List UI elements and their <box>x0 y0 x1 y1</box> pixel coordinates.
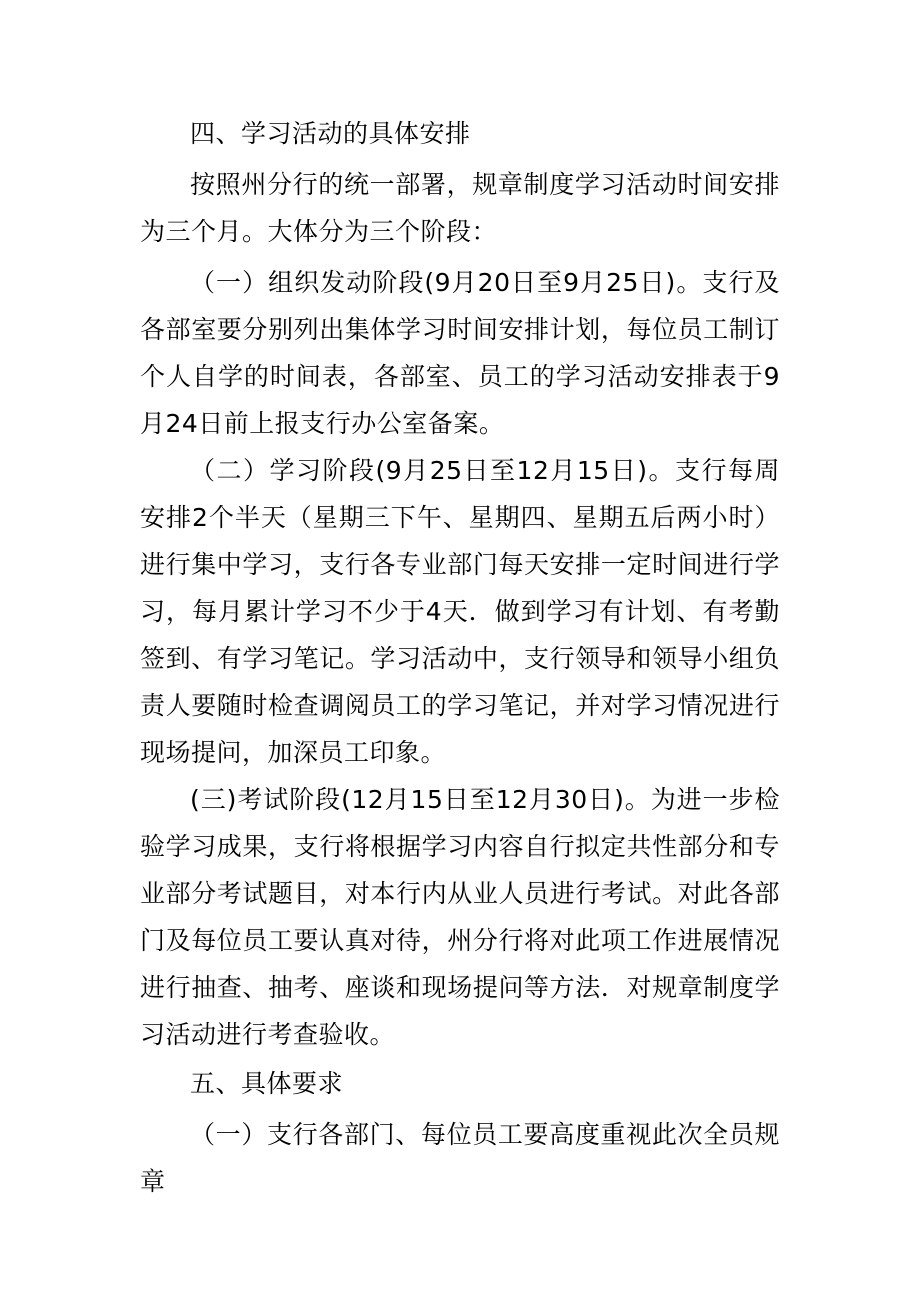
document-page <box>140 110 780 1205</box>
stage-paragraph: （二）学习阶段(9月25日至12月15日)。支行每周安排2个半天（星期三下午、星期四、星期五后两小时）进行集中学习，支行各专业部门每天安排一定时间进行学习，每月累计学习不少于4天．做到学习有计划、有考勤签到、有学习笔记。学习活动中，支行领导和领导小组负责人要随时检查调阅员工的学习笔记，并对学习情况进行现场提问，加深员工印象。 <box>140 456 780 767</box>
requirement-paragraph: （一）支行各部门、每位员工要高度重视此次全员规章 <box>140 1120 780 1196</box>
stage-paragraph: (三)考试阶段(12月15日至12月30日)。为进一步检验学习成果，支行将根据学习内容自行拟定共性部分和专业部分考试题目，对本行内从业人员进行考试。对此各部门及每位员工要认真对待，州分行将对此项工作进展情况进行抽查、抽考、座谈和现场提问等方法．对规章制度学习活动进行考查验收。 <box>140 785 780 1049</box>
stage-paragraph: （一）组织发动阶段(9月20日至9月25日)。支行及各部室要分别列出集体学习时间安排计划，每位员工制订个人自学的时间表，各部室、员工的学习活动安排表于9月24日前上报支行办公室备案。 <box>140 268 780 438</box>
section-heading: 四、学习活动的具体安排 <box>190 119 471 148</box>
body-paragraph: 按照州分行的统一部署，规章制度学习活动时间安排为三个月。大体分为三个阶段： <box>140 170 780 246</box>
section-heading: 五、具体要求 <box>190 1069 344 1098</box>
